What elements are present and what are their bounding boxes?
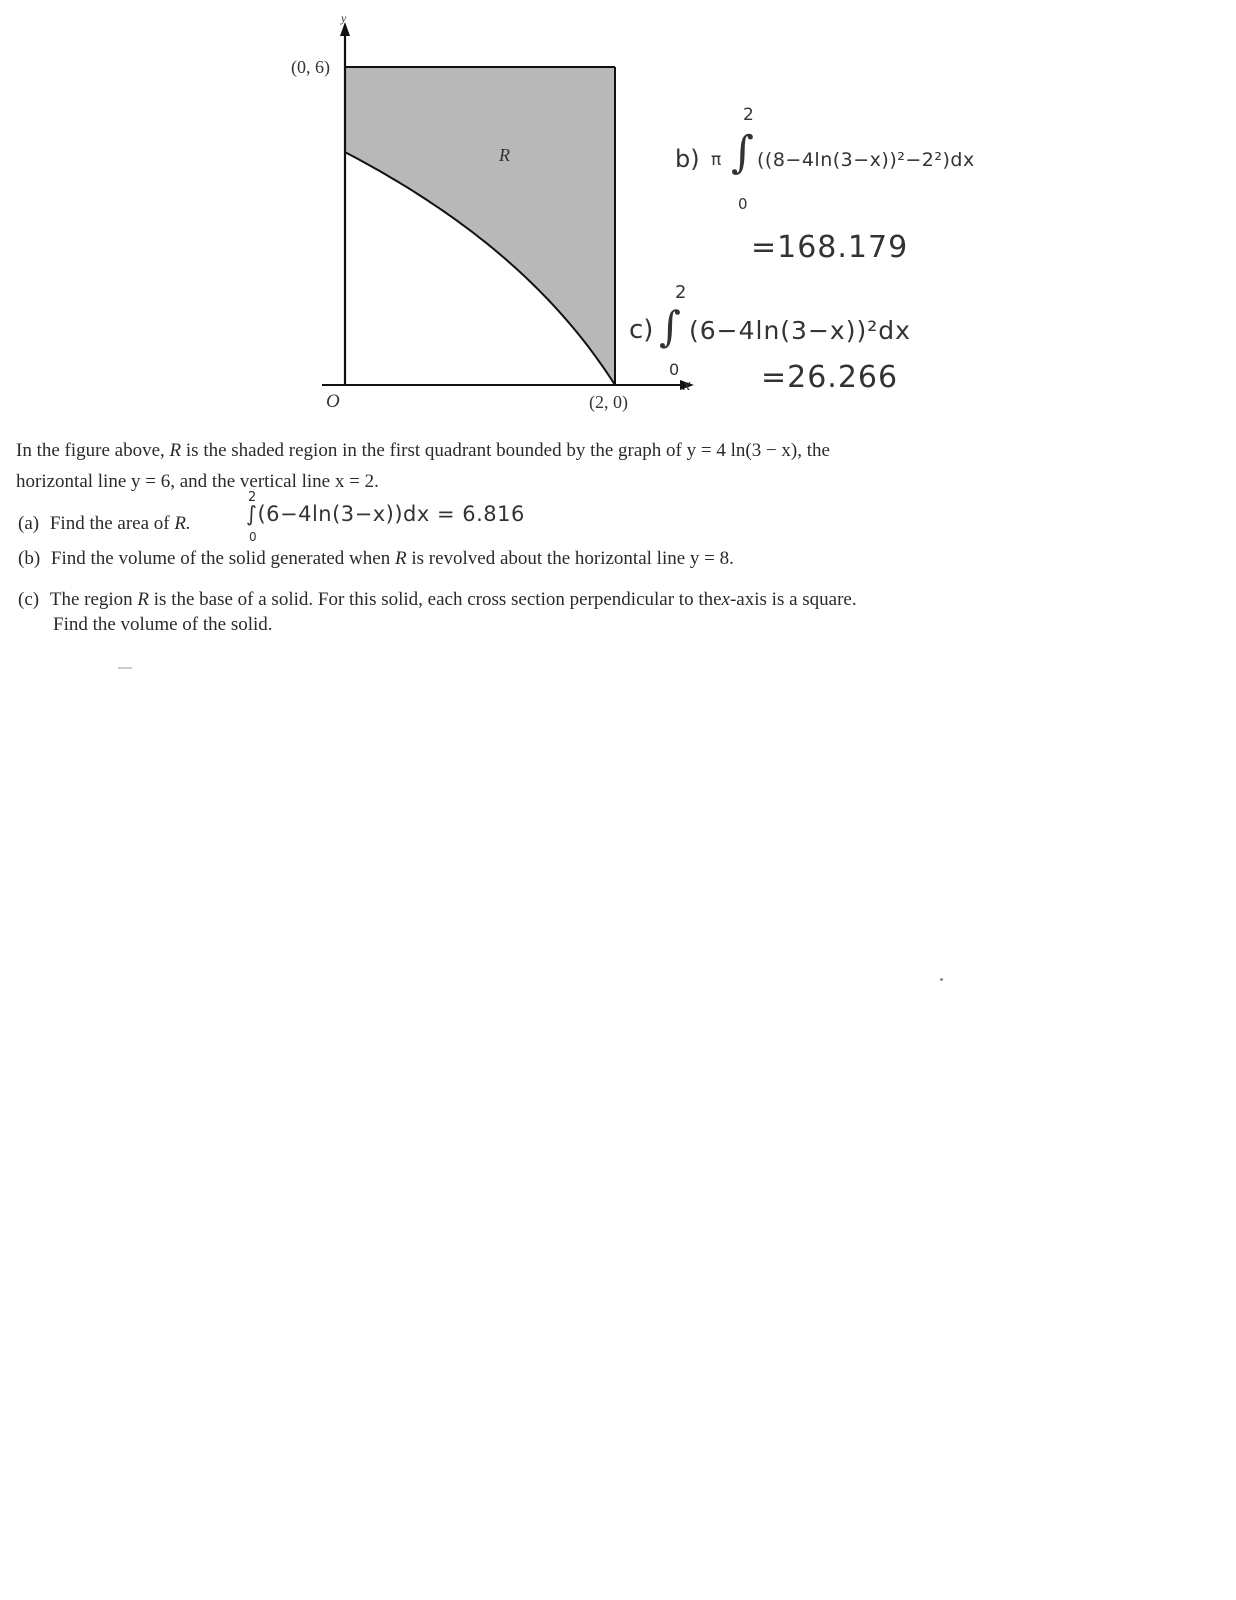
- hw-c-upper-limit: 2: [675, 282, 687, 303]
- hw-b-label: b): [675, 145, 700, 173]
- question-c-R: R: [137, 589, 150, 610]
- question-c-text-2: is the base of a solid. For this solid, each cross section perpendicular to the: [153, 589, 722, 610]
- x-axis-label: x: [683, 375, 691, 394]
- hw-c-integral-sign: ∫: [659, 302, 681, 351]
- label-region-R: R: [499, 145, 510, 165]
- shaded-region-R: [345, 67, 615, 385]
- question-c-x: x: [721, 589, 730, 610]
- question-b-label: (b): [18, 548, 41, 569]
- intro-R: R: [169, 440, 182, 461]
- question-c: [18, 589, 857, 611]
- question-a-text: Find the area of: [49, 513, 170, 534]
- handwritten-part-c: [625, 282, 965, 402]
- question-a: [18, 513, 191, 535]
- question-c-line2-text: Find the volume of the solid.: [53, 614, 273, 635]
- question-a-R: R.: [174, 513, 191, 534]
- handwritten-part-b: [675, 105, 1075, 280]
- intro-line2-text-1: horizontal line: [16, 471, 127, 492]
- intro-text-2: is the shaded region in the first quadrant bounded by the graph of: [185, 440, 682, 461]
- question-a-label: (a): [18, 513, 40, 534]
- question-c-text-1: The region: [49, 589, 133, 610]
- hw-c-lower-limit: 0: [669, 360, 680, 379]
- intro-equation: y = 4 ln(3 − x),: [686, 440, 803, 461]
- problem-intro-line-1: [16, 440, 830, 462]
- label-point-2-0: (2, 0): [589, 392, 628, 412]
- question-b-equation: y = 8.: [689, 548, 734, 569]
- label-origin: O: [326, 391, 340, 412]
- question-c-text-3: -axis is a square.: [729, 589, 857, 610]
- scan-speck: [940, 978, 943, 981]
- question-b-text-2: is revolved about the horizontal line: [411, 548, 686, 569]
- hw-b-lower-limit: 0: [738, 195, 748, 213]
- question-c-line-2: [53, 614, 273, 636]
- hw-a-upper-limit: 2: [248, 490, 257, 505]
- hw-c-result: =26.266: [761, 360, 899, 395]
- hw-c-integrand: (6−4ln(3−x))²dx: [689, 316, 911, 345]
- question-b-text: Find the volume of the solid generated when: [50, 548, 391, 569]
- hw-b-pi: π: [711, 150, 722, 170]
- hw-b-integrand: ((8−4ln(3−x))²−2²)dx: [757, 149, 975, 171]
- question-c-label: (c): [18, 589, 40, 610]
- y-axis-label: y: [341, 11, 347, 25]
- intro-line2-eq-1: y = 6,: [131, 471, 175, 492]
- label-point-0-6: (0, 6): [291, 57, 330, 77]
- intro-text-1: In the figure above,: [16, 440, 165, 461]
- hw-a-lower-limit: 0: [249, 530, 257, 544]
- question-b: [18, 548, 734, 570]
- hw-c-label: c): [629, 315, 654, 345]
- hw-a-work: ∫(6−4ln(3−x))dx = 6.816: [246, 502, 525, 526]
- hw-b-result: =168.179: [751, 230, 909, 265]
- intro-line2-eq-2: x = 2.: [334, 471, 379, 492]
- question-b-R: R: [394, 548, 407, 569]
- hw-b-upper-limit: 2: [743, 105, 754, 125]
- handwritten-part-a: [240, 490, 660, 550]
- hw-b-integral-sign: ∫: [731, 127, 754, 178]
- scan-speck: [118, 667, 132, 669]
- intro-line2-text-2: and the vertical line: [179, 471, 331, 492]
- intro-text-3: the: [806, 440, 830, 461]
